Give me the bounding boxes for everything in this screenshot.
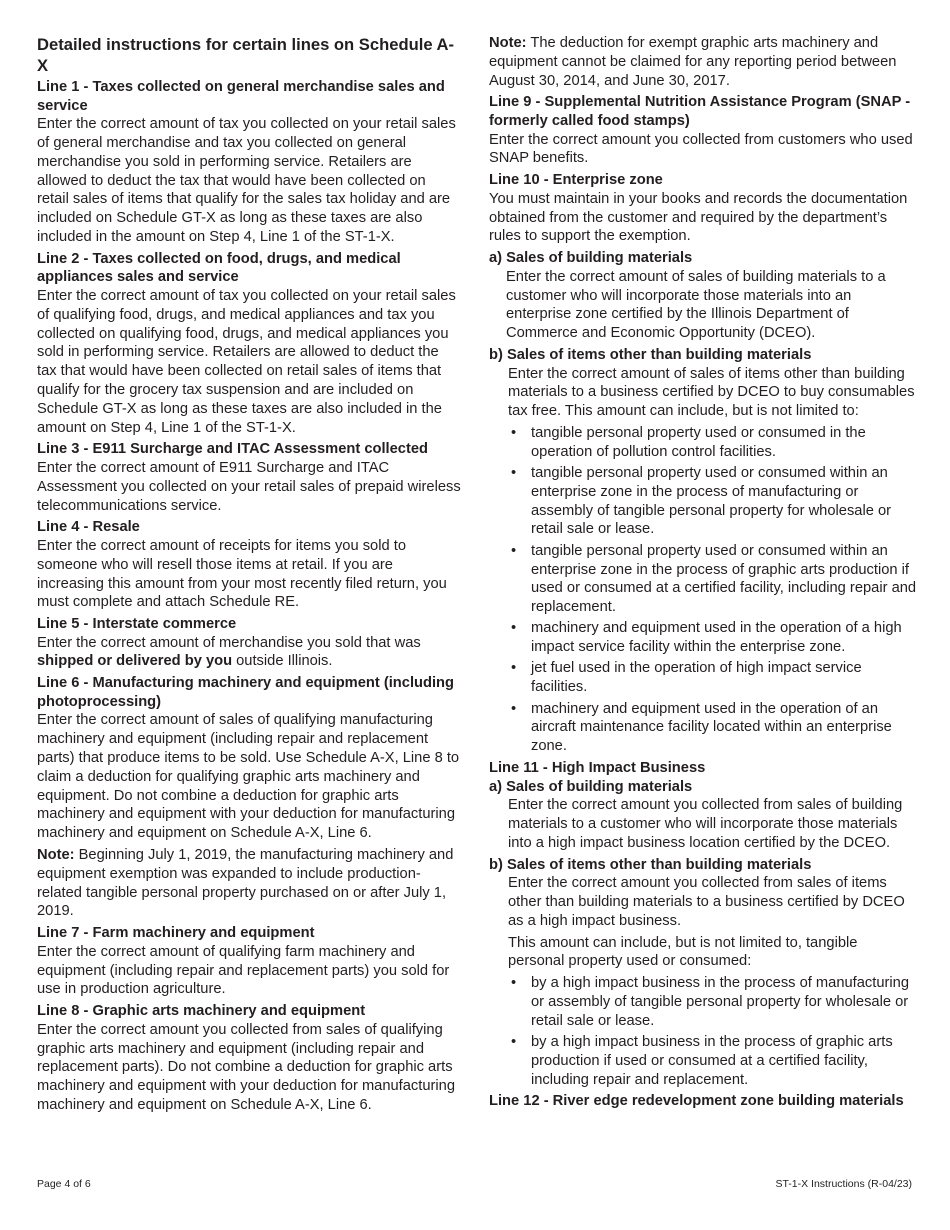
list-item [508,659,917,697]
left-column [37,34,461,1118]
line5-body [37,634,461,672]
line10-bullet-list [489,424,917,756]
line4-heading: Line 4 - Resale [37,519,140,536]
list-item-text: tangible personal property used or consumed in the operation of pollution control facilities. [531,424,866,460]
list-item-text: tangible personal property used or consumed within an enterprise zone in the process of manufacturing or assembly of tangible personal property for wholesale or retail sale or lease. [531,465,892,538]
line10-heading: Line 10 - Enterprise zone [489,172,663,189]
right-column [489,34,917,1114]
line1-heading: Line 1 - Taxes collected on general merchandise sales and service [37,79,445,114]
line8-section [37,1002,461,1115]
line11-a-body: Enter the correct amount you collected from sales of building materials to a customer who will incorporate those materials into a high impact business location certified by the DCEO. [508,797,903,851]
list-item [508,974,917,1030]
list-item [508,464,917,539]
line5-heading: Line 5 - Interstate commerce [37,616,237,633]
section-title: Detailed instructions for certain lines on Schedule A-X [37,35,455,75]
bullet-icon: • [511,620,517,637]
list-item-text: machinery and equipment used in the operation of a high impact service facility within the enterprise zone. [531,620,902,656]
line8-heading: Line 8 - Graphic arts machinery and equipment [37,1003,366,1020]
line11-a-heading: a) Sales of building materials [489,778,693,795]
line9-heading: Line 9 - Supplemental Nutrition Assistance Program (SNAP - formerly called food stamps) [489,94,911,129]
bullet-icon: • [511,465,517,482]
line9-body: Enter the correct amount you collected from customers who used SNAP benefits. [489,131,913,167]
graphic-arts-note-label: Note: [489,35,527,51]
list-item [508,700,917,756]
graphic-arts-note-text: The deduction for exempt graphic arts machinery and equipment cannot be claimed for any reporting period between August 30, 2014, and June 30, 2017. [489,35,897,89]
line11-b-body2: This amount can include, but is not limited to, tangible personal property used or consumed: [508,934,858,970]
line2-section [37,250,461,438]
bullet-icon: • [511,975,517,992]
line10-b-body: Enter the correct amount of sales of items other than building materials to a business certified by DCEO to buy consumables tax free. This amount can include, but is not limited to: [508,365,915,420]
line8-body: Enter the correct amount you collected from sales of qualifying graphic arts machinery and equipment (including repair and replacement parts). Do not combine a deduction for graphic arts machinery and equipment with your deduction for manufacturing machinery and equipment on Schedule A-X, Line 6. [37,1021,456,1113]
bullet-icon: • [511,542,517,559]
line3-section [37,440,461,515]
page-number: Page 4 of 6 [37,1178,91,1190]
line12-heading: Line 12 - River edge redevelopment zone building materials [489,1093,904,1110]
line3-heading: Line 3 - E911 Surcharge and ITAC Assessment collected [37,441,428,458]
line7-section [37,924,461,999]
line11-section [489,759,917,1089]
line10-section [489,171,917,756]
list-item-text: tangible personal property used or consumed within an enterprise zone in the process of graphic arts production if used or consumed at a certified facility, including repair and replacement. [531,542,917,616]
line11-b-body: Enter the correct amount you collected from sales of items other than building materials to a business certified by DCEO as a high impact business. [508,875,905,929]
line4-section [37,518,461,612]
form-identifier: ST-1-X Instructions (R-04/23) [775,1178,912,1190]
line6-body: Enter the correct amount of sales of qualifying manufacturing machinery and equipment (including repair and replacement parts) that produce items to be sold. Use Schedule A-X, Line 8 to claim a deduction for qualifying graphic arts machinery and equipment. Do not combine a deduction for graphic arts machinery and equipment with your deduction for manufacturing machinery and equipment on Schedule A-X, Line 6. [37,712,460,842]
line9-section [489,93,917,168]
bullet-icon: • [511,424,517,441]
line11-b-heading: b) Sales of items other than building materials [489,856,812,873]
list-item-text: by a high impact business in the process of manufacturing or assembly of tangible personal property for wholesale or retail sale or lease. [531,975,910,1029]
line5-section [37,615,461,671]
list-item [508,1033,917,1089]
line6-note-label: Note: [37,847,75,864]
line10-b-heading: b) Sales of items other than building materials [489,346,812,363]
line10-a-heading: a) Sales of building materials [489,250,693,267]
line5-body-bold: shipped or delivered by you [37,653,233,670]
line6-section [37,674,461,921]
line2-body: Enter the correct amount of tax you collected on your retail sales of qualifying food, drugs, and medical appliances and tax you collected on qualifying food, drugs, and medical appliances you sold in performing service. Retailers are allowed to deduct the tax that would have been collected on retail sales of items that qualify for the grocery tax suspension and are included on Schedule GT-X as long as these taxes are also included in the amount on Step 4, Line 1 of the ST-1-X. [37,287,456,436]
line5-body-end: outside Illinois. [232,653,333,670]
line4-body: Enter the correct amount of receipts for items you sold to someone who will resell those items at retail. If you are increasing this amount from your most recently filed return, you must complete and attach Schedule RE. [37,537,447,611]
line11-bullet-list [489,974,917,1089]
line11-heading: Line 11 - High Impact Business [489,759,706,776]
list-item-text: by a high impact business in the process of graphic arts production if used or consumed at a certified facility, including repair and replacement. [531,1034,893,1088]
list-item [508,424,917,462]
graphic-arts-note [489,34,917,90]
line5-body-start: Enter the correct amount of merchandise you sold that was [37,634,421,651]
list-item-text: jet fuel used in the operation of high impact service facilities. [531,660,862,696]
bullet-icon: • [511,700,517,717]
line7-body: Enter the correct amount of qualifying farm machinery and equipment (including repair and replacement parts) you sold for use in production agriculture. [37,943,450,998]
list-item [508,619,917,657]
line10-body: You must maintain in your books and records the documentation obtained from the customer and required by the department’s rules to support the exemption. [489,190,908,245]
line6-note [37,846,461,921]
list-item-text: machinery and equipment used in the operation of an aircraft maintenance facility located within an enterprise zone. [531,700,892,755]
line7-heading: Line 7 - Farm machinery and equipment [37,925,315,942]
list-item [508,542,917,617]
line2-heading: Line 2 - Taxes collected on food, drugs, and medical appliances sales and service [37,250,401,286]
line3-body: Enter the correct amount of E911 Surcharge and ITAC Assessment you collected on your retail sales of prepaid wireless telecommunications service. [37,459,461,514]
line1-body: Enter the correct amount of tax you collected on your retail sales of general merchandise and tax you collected on general merchandise you sold in performing service. Retailers are allowed to deduct the tax that would have been collected on retail sales of items that qualify for the sales tax holiday and are included on Schedule GT-X as long as these taxes are also included in the amount on Step 4, Line 1 of the ST-1-X. [37,116,456,245]
line1-section [37,78,461,247]
line6-heading: Line 6 - Manufacturing machinery and equipment (including photoprocessing) [37,675,454,710]
line12-section [489,1092,917,1111]
line10-a-body: Enter the correct amount of sales of building materials to a customer who will incorporate those materials into an enterprise zone certified by the Illinois Department of Commerce and Economic Opportunity (DCEO). [506,268,886,342]
bullet-icon: • [511,660,517,677]
line6-note-text: Beginning July 1, 2019, the manufacturing machinery and equipment exemption was expanded to include production-related tangible personal property purchased on or after July 1, 2019. [37,847,454,920]
bullet-icon: • [511,1034,517,1051]
